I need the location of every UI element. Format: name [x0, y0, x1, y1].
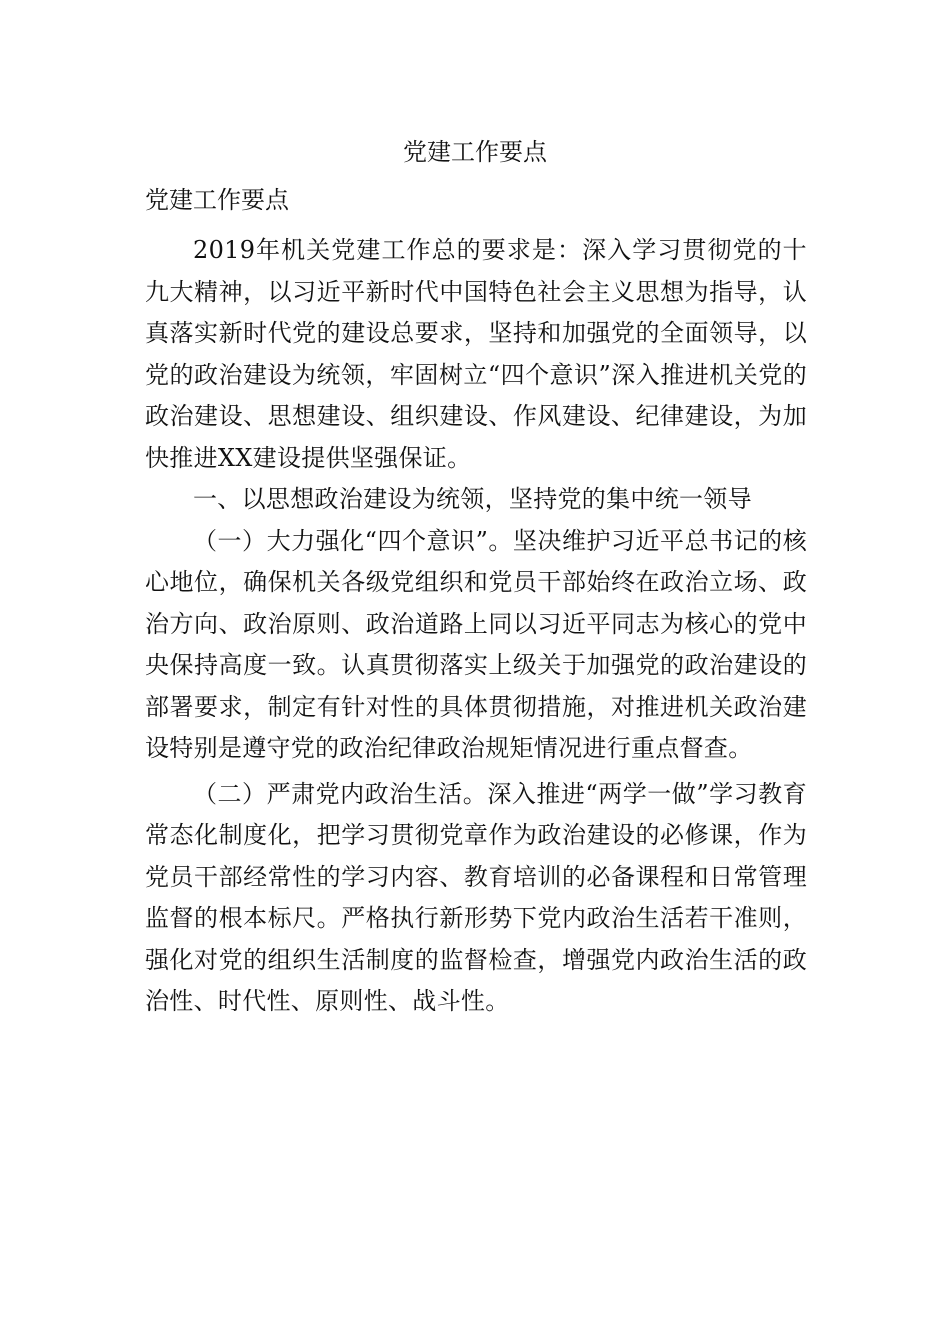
- paragraph-general-requirements: 2019年机关党建工作总的要求是：深入学习贯彻党的十九大精神，以习近平新时代中国特色社会主义思想为指导，认真落实新时代党的建设总要求，坚持和加强党的全面领导，以党的政治建设为统领，牢固树立“四个意识”深入推进机关党的政治建设、思想建设、组织建设、作风建设、纪律建设，为加快推进XX建设提供坚强保证。: [145, 236, 807, 472]
- document-title: 党建工作要点: [403, 138, 547, 166]
- paragraph-political-life: （二）严肃党内政治生活。深入推进“两学一做”学习教育常态化制度化，把学习贯彻党章作为政治建设的必修课，作为党员干部经常性的学习内容、教育培训的必备课程和日常管理监督的根本标尺。严格执行新形势下党内政治生活若干准则，强化对党的组织生活制度的监督检查，增强党内政治生活的政治性、时代性、原则性、战斗性。: [145, 779, 807, 1015]
- document-body: [145, 230, 807, 1023]
- section-heading-one: 一、以思想政治建设为统领，坚持党的集中统一领导: [193, 485, 752, 513]
- paragraph-four-consciousness: （一）大力强化“四个意识”。坚决维护习近平总书记的核心地位，确保机关各级党组织和党员干部始终在政治立场、政治方向、政治原则、政治道路上同以习近平同志为核心的党中央保持高度一致。认真贯彻落实上级关于加强党的政治建设的部署要求，制定有针对性的具体贯彻措施，对推进机关政治建设特别是遵守党的政治纪律政治规矩情况进行重点督查。: [145, 526, 807, 762]
- document-subtitle: 党建工作要点: [145, 186, 289, 214]
